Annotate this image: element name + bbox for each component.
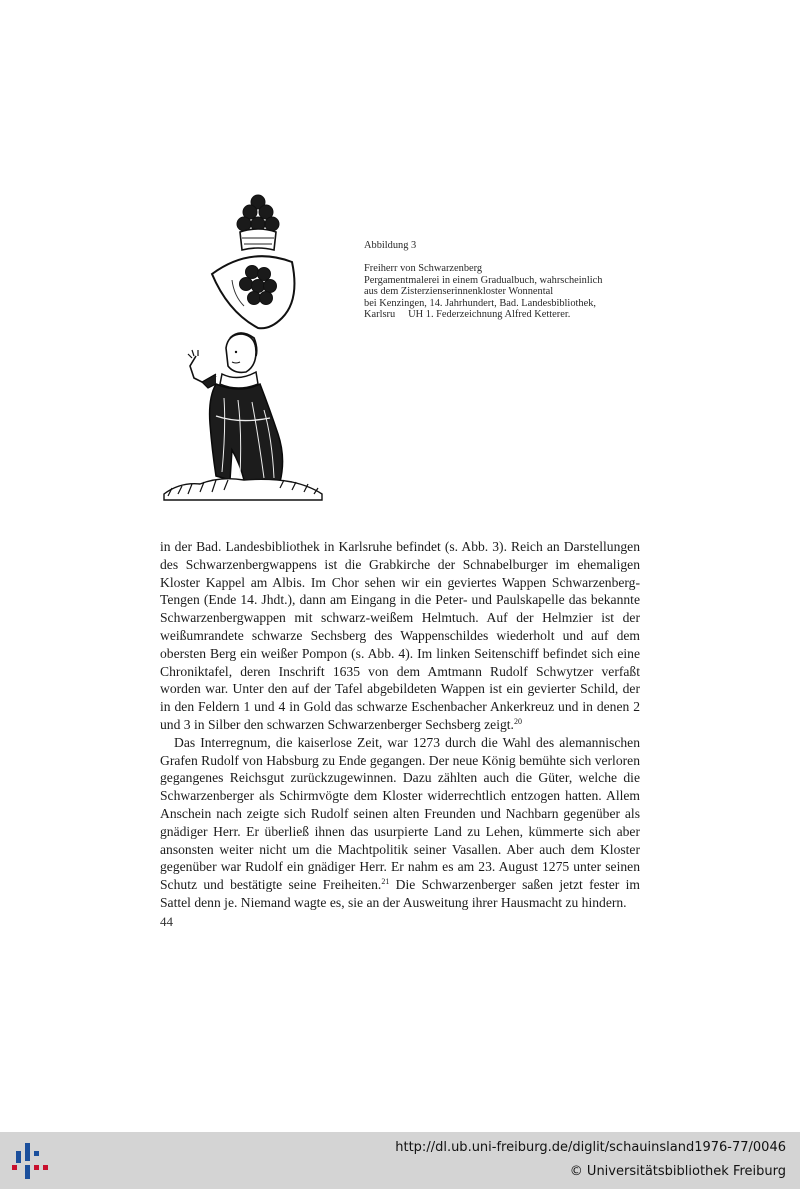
footnote-reference[interactable]: 21: [381, 877, 390, 887]
copyright-notice: © Universitätsbibliothek Freiburg: [569, 1164, 786, 1179]
permalink-url[interactable]: http://dl.ub.uni-freiburg.de/diglit/schauinsland1976-77/0046: [395, 1140, 786, 1155]
paragraph-text: Die Schwarzenberger saßen jetzt fester im Sattel denn je. Niemand wagte es, sie an der Ausweitung ihrer Hausmacht zu hindern.: [160, 877, 640, 910]
footnote-reference[interactable]: 20: [513, 716, 522, 726]
caption-line: Freiherr von Schwarzenberg: [364, 263, 483, 275]
figure-label: Abbildung 3: [364, 240, 417, 251]
figure-illustration: [160, 188, 325, 503]
dl-logo-icon[interactable]: [10, 1139, 54, 1183]
caption-line: bei Kenzingen, 14. Jahrhundert, Bad. Landesbibliothek,: [364, 297, 596, 309]
paragraph: [160, 538, 640, 734]
caption-line: Pergamentmalerei in einem Gradualbuch, wahrscheinlich: [364, 274, 603, 286]
viewer-footer: [0, 1132, 800, 1189]
paragraph-text: in der Bad. Landesbibliothek in Karlsruhe befindet (s. Abb. 3). Reich an Darstellungen des Schwarzenbergwappens ist die Grabkirche der Schnabelburger im ehemaligen Kloster Kappel am Albis. Im Chor sehen wir ein geviertes Wappen Schwarzenberg-Tengen (Ende 14. Jhdt.), dann am Eingang in die Peter- und Paulskapelle das bekannte Schwarzenbergwappen mit schwarz-weißem Helmtuch. Auf der Helmzier ist der weißumrandete schwarze Sechsberg des Wappenschildes wiederholt und auf dem obersten Berg ein weißer Pompon (s. Abb. 4). Im linken Seitenschiff befindet sich eine Chroniktafel, deren Inschrift 1635 von dem Amtmann Rudolf Schwytzer verfaßt worden war. Unter den auf der Tafel abgebildeten Wappen ist ein gevierter Schild, der in den Feldern 1 und 4 in Gold das schwarze Eschenbacher Ankerkreuz und in denen 2 und 3 in Silber den schwarzen Schwarzenberger Sechsberg zeigt.: [160, 539, 640, 732]
paragraph: [160, 734, 640, 912]
paragraph-text: Das Interregnum, die kaiserlose Zeit, war 1273 durch die Wahl des alemannischen Grafen Rudolf von Habsburg zu Ende gegangen. Der neue König bemühte sich verloren gegangenes Reichsgut zurückzugewinnen. Dazu zählten auch die Güter, welche die Schwarzenberger als Schirmvögte dem Kloster widerrechtlich entzogen hatten. Allem Anschein nach zeigte sich Rudolf seinen alten Freunden und Nachbarn gegenüber als gnädiger Herr. Er überließ ihnen das usurpierte Land zu Lehen, kümmerte sich aber ansonsten weiter nicht um die Machtpolitik seiner Vasallen. Aber auch dem Kloster gegenüber war Rudolf ein gnädiger Herr. Er nahm es am 23. August 1275 unter seinen Schutz und bestätigte seine Freiheiten.: [160, 734, 640, 893]
caption-line: aus dem Zisterzienserinnenkloster Wonnental: [364, 286, 554, 298]
knight-coat-of-arms-drawing: [160, 188, 325, 503]
caption-line: Karlsru UH 1. Federzeichnung Alfred Ketterer.: [364, 309, 571, 321]
figure-caption: [364, 240, 634, 320]
body-text: [160, 538, 640, 912]
page-number: 44: [160, 914, 173, 929]
